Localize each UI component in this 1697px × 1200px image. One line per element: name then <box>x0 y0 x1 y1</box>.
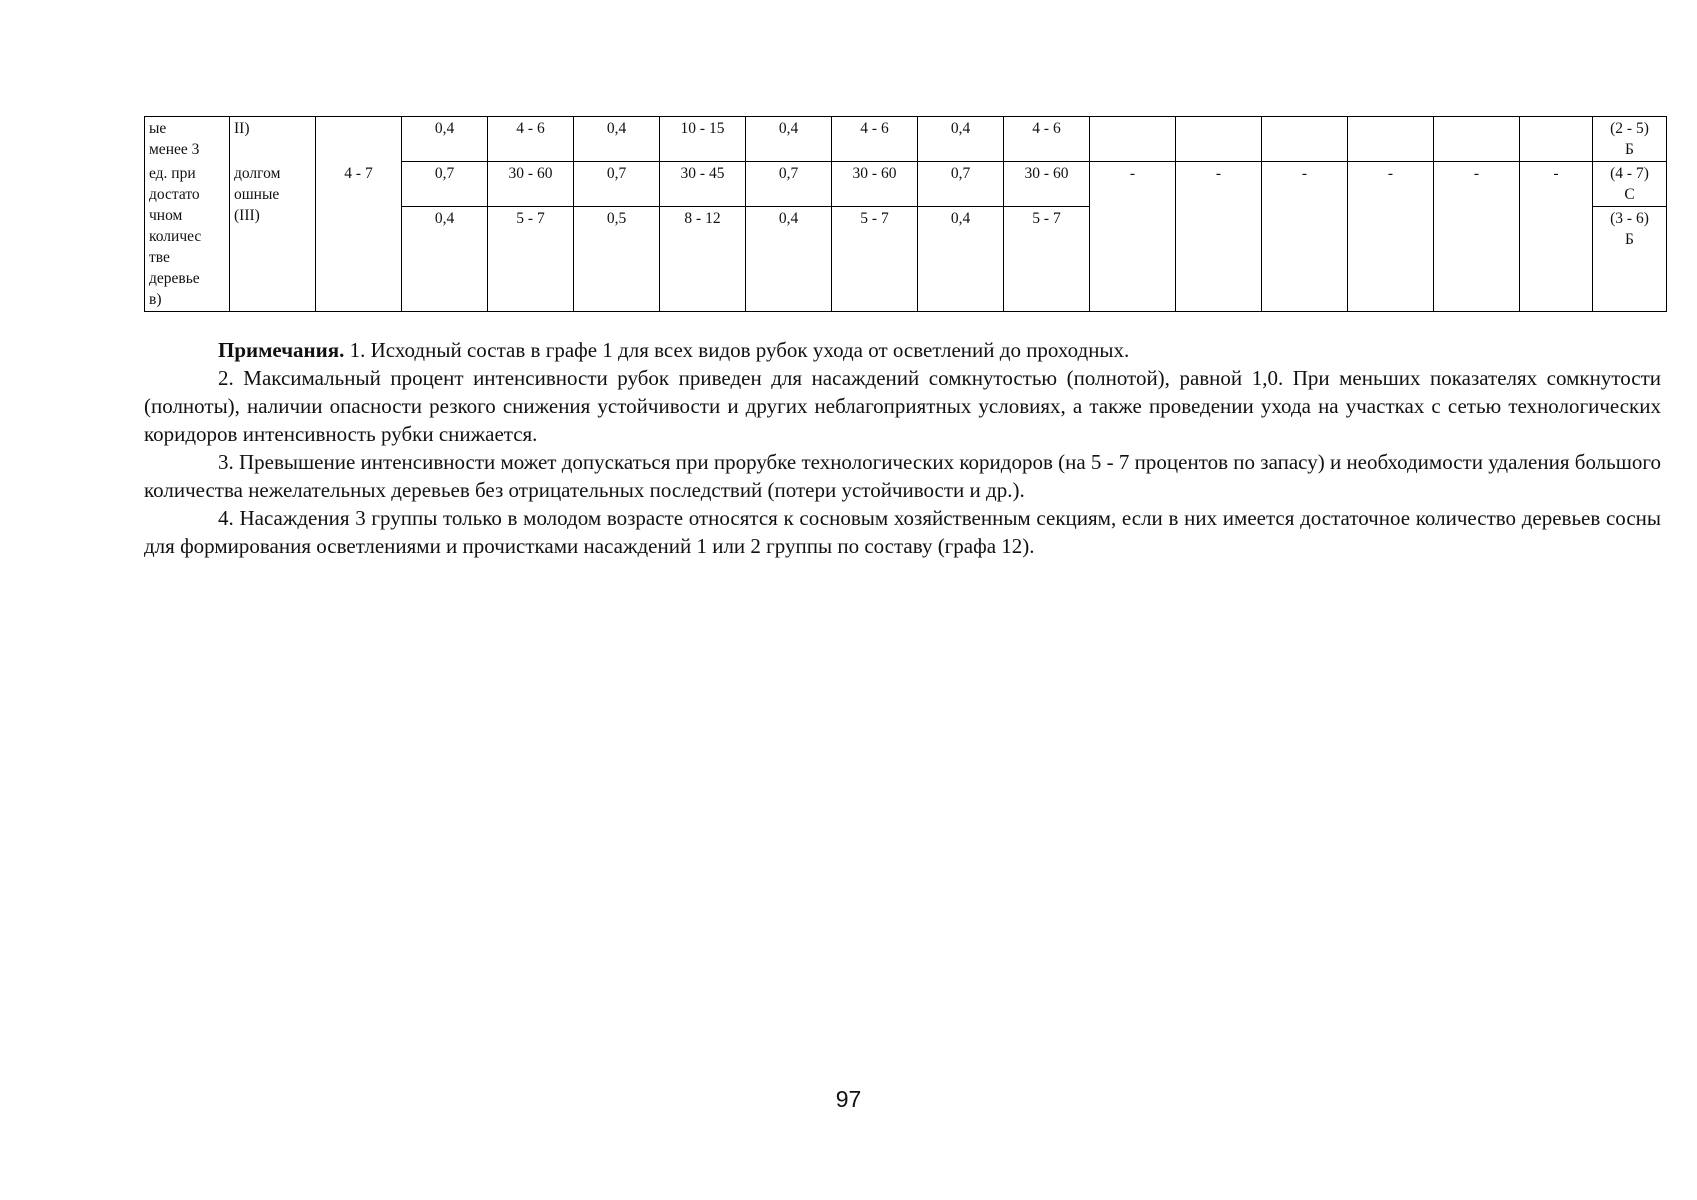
table-cell <box>1520 117 1593 162</box>
table-cell <box>1348 117 1434 162</box>
table-cell: 30 - 45 <box>660 162 746 207</box>
table-cell: 0,4 <box>402 117 488 162</box>
table-cell: - <box>1520 162 1593 312</box>
table-cell: - <box>1090 162 1176 312</box>
table-cell: 5 - 7 <box>832 207 918 311</box>
table-cell <box>1176 117 1262 162</box>
note-4: 4. Насаждения 3 группы только в молодом возрасте относятся к сосновым хозяйственным секциям, если в них имеется достаточное количество деревьев сосны для формирования осветлениями и прочистками насаждений 1 или 2 группы по составу (графа 12). <box>144 506 1661 558</box>
table-cell: 0,7 <box>574 162 660 207</box>
table-cell: (3 - 6) Б <box>1593 207 1667 311</box>
table-cell: 0,7 <box>402 162 488 207</box>
notes-heading: Примечания. <box>218 338 345 362</box>
table-row <box>145 162 1667 207</box>
table-cell: 4 - 7 <box>316 162 402 312</box>
table-cell: ые менее 3 <box>145 117 230 162</box>
table-cell: долгом ошные (III) <box>230 162 316 312</box>
table-cell: - <box>1434 162 1520 312</box>
page-number: 97 <box>835 1086 862 1112</box>
table-cell: 0,4 <box>574 117 660 162</box>
table-cell: 0,7 <box>918 162 1004 207</box>
table-cell: 0,4 <box>918 117 1004 162</box>
table-cell: 8 - 12 <box>660 207 746 311</box>
table-row <box>145 117 1667 162</box>
table-cell: - <box>1262 162 1348 312</box>
table-cell: 30 - 60 <box>832 162 918 207</box>
table-cell: - <box>1348 162 1434 312</box>
table-cell <box>1262 117 1348 162</box>
table-cell: 4 - 6 <box>832 117 918 162</box>
table-cell: 10 - 15 <box>660 117 746 162</box>
table-cell: 0,7 <box>746 162 832 207</box>
table-cell: 0,5 <box>574 207 660 311</box>
table-cell <box>1090 117 1176 162</box>
table-cell: 5 - 7 <box>488 207 574 311</box>
table-cell: 5 - 7 <box>1004 207 1090 311</box>
table-cell: 30 - 60 <box>488 162 574 207</box>
table-cell: 30 - 60 <box>1004 162 1090 207</box>
table-cell <box>1434 117 1520 162</box>
table-cell: (2 - 5) Б <box>1593 117 1667 162</box>
table-cell: - <box>1176 162 1262 312</box>
note-2: 2. Максимальный процент интенсивности рубок приведен для насаждений сомкнутостью (полнотой), равной 1,0. При меньших показателях сомкнутости (полноты), наличии опасности резкого снижения устойчивости и других неблагоприятных условиях, а также проведении ухода на участках с сетью технологических коридоров интенсивность рубки снижается. <box>144 366 1661 446</box>
table-cell: II) <box>230 117 316 162</box>
table-cell: 4 - 6 <box>1004 117 1090 162</box>
table-cell: ед. при достато чном количес тве деревье в) <box>145 162 230 312</box>
note-3: 3. Превышение интенсивности может допускаться при прорубке технологических коридоров (на 5 - 7 процентов по запасу) и необходимости удаления большого количества нежелательных деревьев без отрицательных последствий (потери устойчивости и др.). <box>144 450 1661 502</box>
note-1: Примечания. 1. Исходный состав в графе 1 для всех видов рубок ухода от осветлений до проходных. <box>218 338 1130 362</box>
forest-thinning-table <box>144 116 1667 312</box>
table-cell: 0,4 <box>746 207 832 311</box>
table-cell: 4 - 6 <box>488 117 574 162</box>
table-cell <box>316 117 402 162</box>
table-cell: 0,4 <box>746 117 832 162</box>
table-cell: 0,4 <box>918 207 1004 311</box>
notes-section <box>144 336 1661 560</box>
table-cell: (4 - 7) С <box>1593 162 1667 207</box>
table-cell: 0,4 <box>402 207 488 311</box>
